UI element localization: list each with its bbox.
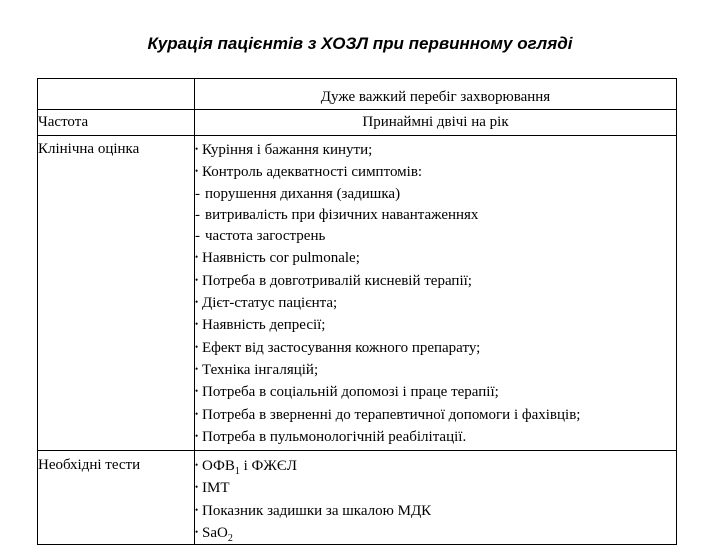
clinical-assessment-cell [195,136,677,451]
copd-care-table [37,78,677,545]
frequency-row [38,110,677,136]
clinical-assessment-label: Клінічна оцінка [38,136,195,451]
list-item [195,477,676,499]
bullet-icon: • [195,430,199,441]
list-item-text: Техніка інгаляцій; [202,361,319,378]
bullet-icon: • [195,482,199,493]
list-item [195,404,676,426]
bullet-icon: • [195,252,199,263]
list-item [195,161,676,183]
clinical-assessment-list [195,139,676,448]
list-item [195,184,676,205]
bullet-icon: • [195,386,199,397]
fev1-subscript: 1 [234,466,240,478]
bullet-icon: • [195,527,199,538]
list-item [195,455,676,477]
bullet-icon: • [195,341,199,352]
fev1-label: ОФВ [202,458,235,475]
frequency-label: Частота [38,110,195,136]
list-item [195,139,676,161]
list-item-text: Потреба в зверненні до терапевтичної допомоги і фахівців; [202,406,581,423]
bullet-icon: • [195,460,199,471]
list-item-text: Ефект від застосування кожного препарату; [202,339,481,356]
sao2-label: SaO [202,525,228,542]
bullet-icon: • [195,297,199,308]
bullet-icon: • [195,166,199,177]
list-item [195,381,676,403]
list-item-text: Потреба в соціальній допомозі і праце терапії; [202,384,499,401]
list-item-text: Контроль адекватності симптомів: [202,164,423,181]
list-item-text: витривалість при фізичних навантаженнях [205,206,479,223]
list-item-text: Дієт-статус пацієнта; [202,295,338,312]
bullet-icon: • [195,144,199,154]
bullet-icon: • [195,408,199,419]
list-item-text: Потреба в довготривалій кисневій терапії; [202,272,472,289]
list-item [195,292,676,314]
list-item-text: Куріння і бажання кинути; [202,142,373,158]
dash-icon: - [195,206,200,223]
list-item-text: Потреба в пульмонологічній реабілітації. [202,428,467,445]
list-item [195,337,676,359]
header-empty-cell [38,79,195,110]
frequency-value: Принаймні двічі на рік [195,110,677,136]
dash-icon: - [195,228,200,245]
list-item-text: частота загострень [205,228,326,245]
clinical-assessment-row [38,136,677,451]
list-item [195,270,676,292]
page-title: Курація пацієнтів з ХОЗЛ при первинному огляді [147,34,573,53]
sao2-subscript: 2 [227,533,233,545]
bullet-icon: • [195,363,199,374]
list-item [195,426,676,448]
bullet-icon: • [195,319,199,330]
list-item [195,522,676,544]
list-item [195,359,676,381]
severity-header: Дуже важкий перебіг захворювання [195,79,677,110]
list-item-text: порушення дихання (задишка) [205,185,401,202]
list-item [195,226,676,247]
list-item [195,247,676,269]
bullet-icon: • [195,274,199,285]
required-tests-cell [195,451,677,545]
bullet-icon: • [195,504,199,515]
table-header-row [38,79,677,110]
list-item [195,500,676,522]
dyspnea-scale-label: Показник задишки за шкалою МДК [202,502,432,519]
list-item [195,314,676,336]
fvc-label: і ФЖЄЛ [239,458,297,475]
required-tests-label: Необхідні тести [38,451,195,545]
list-item-text: Наявність cor pulmonale; [202,250,360,267]
required-tests-row [38,451,677,545]
list-item-text: Наявність депресії; [202,317,326,334]
dash-icon: - [195,185,200,202]
bmi-label: ІМТ [202,480,230,497]
list-item [195,205,676,226]
required-tests-list [195,455,676,544]
